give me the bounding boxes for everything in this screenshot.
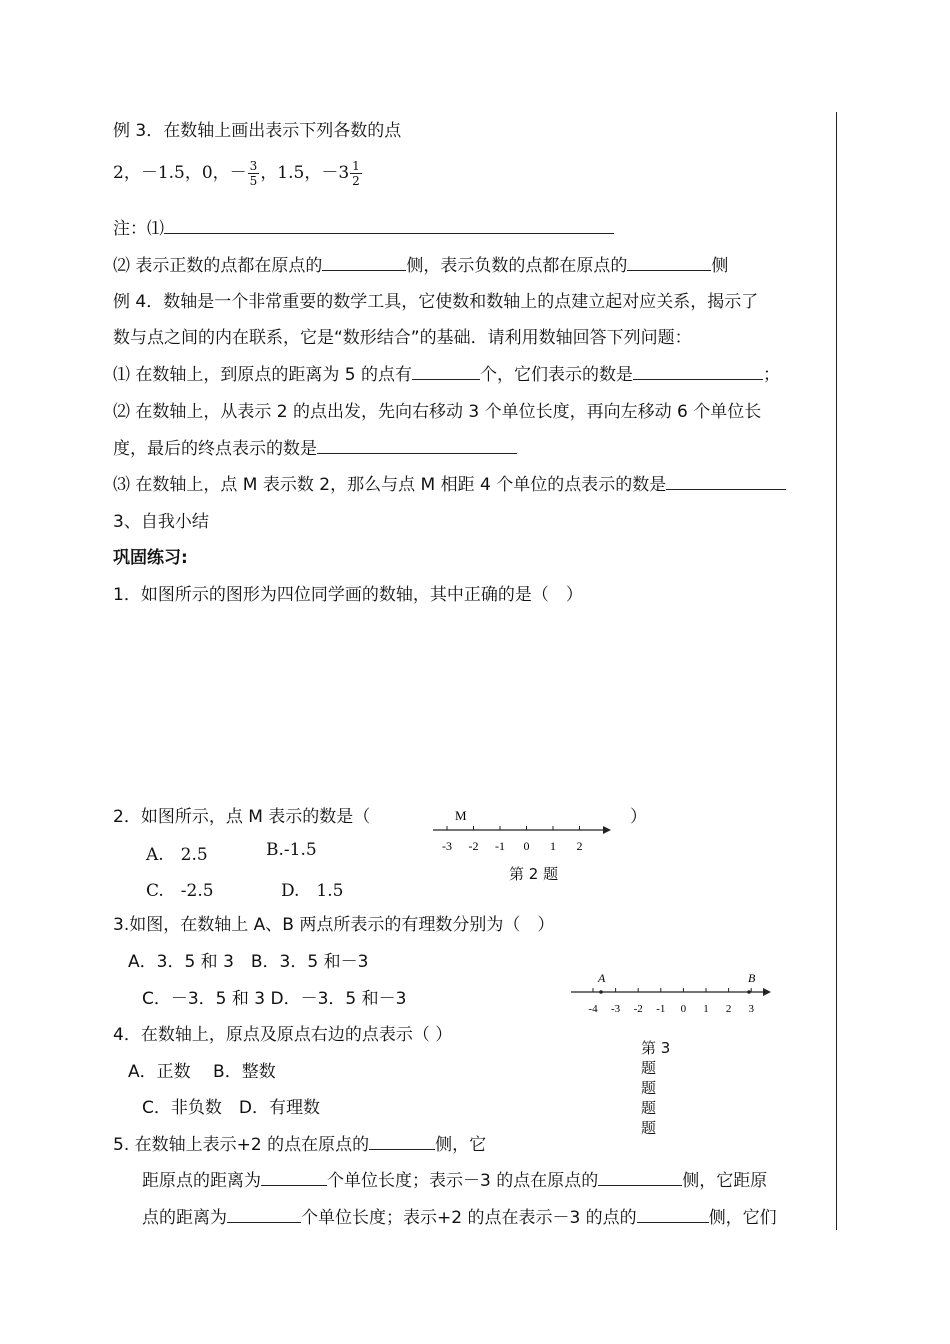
example4-q2-line1: ⑵ 在数轴上，从表示 2 的点出发，先向右移动 3 个单位长度，再向左移动 6 个单位长 [113,402,762,422]
axis-tick-label: 3 [748,1003,754,1015]
answer-blank[interactable] [322,254,406,271]
fraction-3-5: $\frac{3}{5}$ [249,159,258,188]
note-line-1: 注：⑴ [113,214,614,239]
answer-blank[interactable] [317,437,517,454]
point-a-dot [599,990,603,994]
axis-tick-label: 2 [725,1003,732,1015]
practice-q2-option-b: B.-1.5 [266,840,317,860]
practice-q1: 1．如图所示的图形为四位同学画的数轴，其中正确的是（ ） [113,585,583,605]
axis-tick-label: 0 [523,839,530,853]
example4-q1: ⑴ 在数轴上，到原点的距离为 5 的点有 个，它们表示的数是 ； [113,365,781,385]
point-b-dot [747,990,751,994]
axis-arrow [603,826,611,834]
answer-blank[interactable] [598,1169,682,1186]
axis-tick-label: -1 [495,839,505,853]
figure-2-caption: 第 2 题 [509,865,559,883]
self-summary: 3、自我小结 [113,512,209,532]
practice-q4-stem: 4．在数轴上，原点及原点右边的点表示（ ） [113,1025,453,1045]
practice-q2-option-a: A. 2.5 [146,845,208,865]
practice-q5-line1: 5. 在数轴上表示+2 的点在原点的 侧，它 [113,1135,487,1155]
axis-tick-label: -4 [588,1003,598,1015]
answer-blank[interactable] [261,1169,327,1186]
point-m-label: M [455,808,467,823]
practice-q2-option-c: C. -2.5 [146,881,214,901]
practice-q3-stem: 3.如图，在数轴上 A、B 两点所表示的有理数分别为（ ） [113,915,555,935]
note-line-2: ⑵ 表示正数的点都在原点的 侧，表示负数的点都在原点的 侧 [113,256,729,276]
example4-intro-2: 数与点之间的内在联系，它是“数形结合”的基础．请利用数轴回答下列问题： [113,328,692,348]
answer-blank[interactable] [627,254,711,271]
answer-blank[interactable] [633,363,763,380]
figure-3-caption: 第 3 题 题 题 题 [641,1039,671,1137]
example4-q2-line2: 度，最后的终点表示的数是 [113,434,517,459]
example3-title: 例 3．在数轴上画出表示下列各数的点 [113,121,402,141]
practice-q3-options-1: A．3．5 和 3 B．3．5 和－3 [128,952,369,972]
axis-arrow [763,988,771,996]
answer-blank[interactable] [666,473,786,490]
example3-numbers [113,158,363,188]
answer-blank[interactable] [227,1206,301,1223]
practice-q4-options-2: C．非负数 D．有理数 [142,1098,320,1118]
axis-tick-label: -3 [611,1003,621,1015]
practice-q5-line3: 点的距离为 个单位长度；表示+2 的点在表示－3 的点的 侧，它们 [142,1208,777,1228]
axis-tick-label: -2 [468,839,479,853]
example4-intro-1: 例 4．数轴是一个非常重要的数学工具，它使数和数轴上的点建立起对应关系，揭示了 [113,292,759,312]
axis-tick-label: -2 [633,1003,643,1015]
fraction-1-2: $\frac{1}{2}$ [352,159,360,188]
right-margin-line [836,112,837,1230]
axis-tick-label: 1 [550,839,556,853]
axis-tick-label: -1 [656,1003,666,1015]
numbers-part-b: ，1.5，－3 [260,163,350,183]
number-line-figure-2 [425,800,625,860]
answer-blank[interactable] [637,1206,709,1223]
practice-q3-options-2: C．－3．5 和 3 D．－3．5 和－3 [142,989,407,1009]
axis-tick-label: 1 [703,1003,709,1015]
point-a-label: A [598,971,606,985]
practice-q5-line2: 距原点的距离为 个单位长度；表示－3 的点在原点的 侧，它距原 [142,1171,768,1191]
example4-q3: ⑶ 在数轴上，点 M 表示数 2，那么与点 M 相距 4 个单位的点表示的数是 [113,470,786,495]
axis-tick-label: -3 [442,839,452,853]
answer-blank[interactable] [412,363,480,380]
axis-tick-label: 0 [680,1003,687,1015]
axis-tick-label: 2 [576,839,583,853]
numbers-part-a: 2，－1.5，0，－ [113,163,247,183]
practice-heading: 巩固练习: [113,548,188,568]
practice-q4-options-1: A．正数 B．整数 [128,1062,276,1082]
answer-blank[interactable] [164,217,614,234]
number-line-figure-3 [565,966,780,1018]
answer-blank[interactable] [369,1133,435,1150]
practice-q2-stem: 2．如图所示，点 M 表示的数是（ [113,807,371,827]
practice-q2-close: ） [630,807,647,827]
point-b-label: B [748,971,756,985]
practice-q2-option-d: D. 1.5 [281,881,344,901]
